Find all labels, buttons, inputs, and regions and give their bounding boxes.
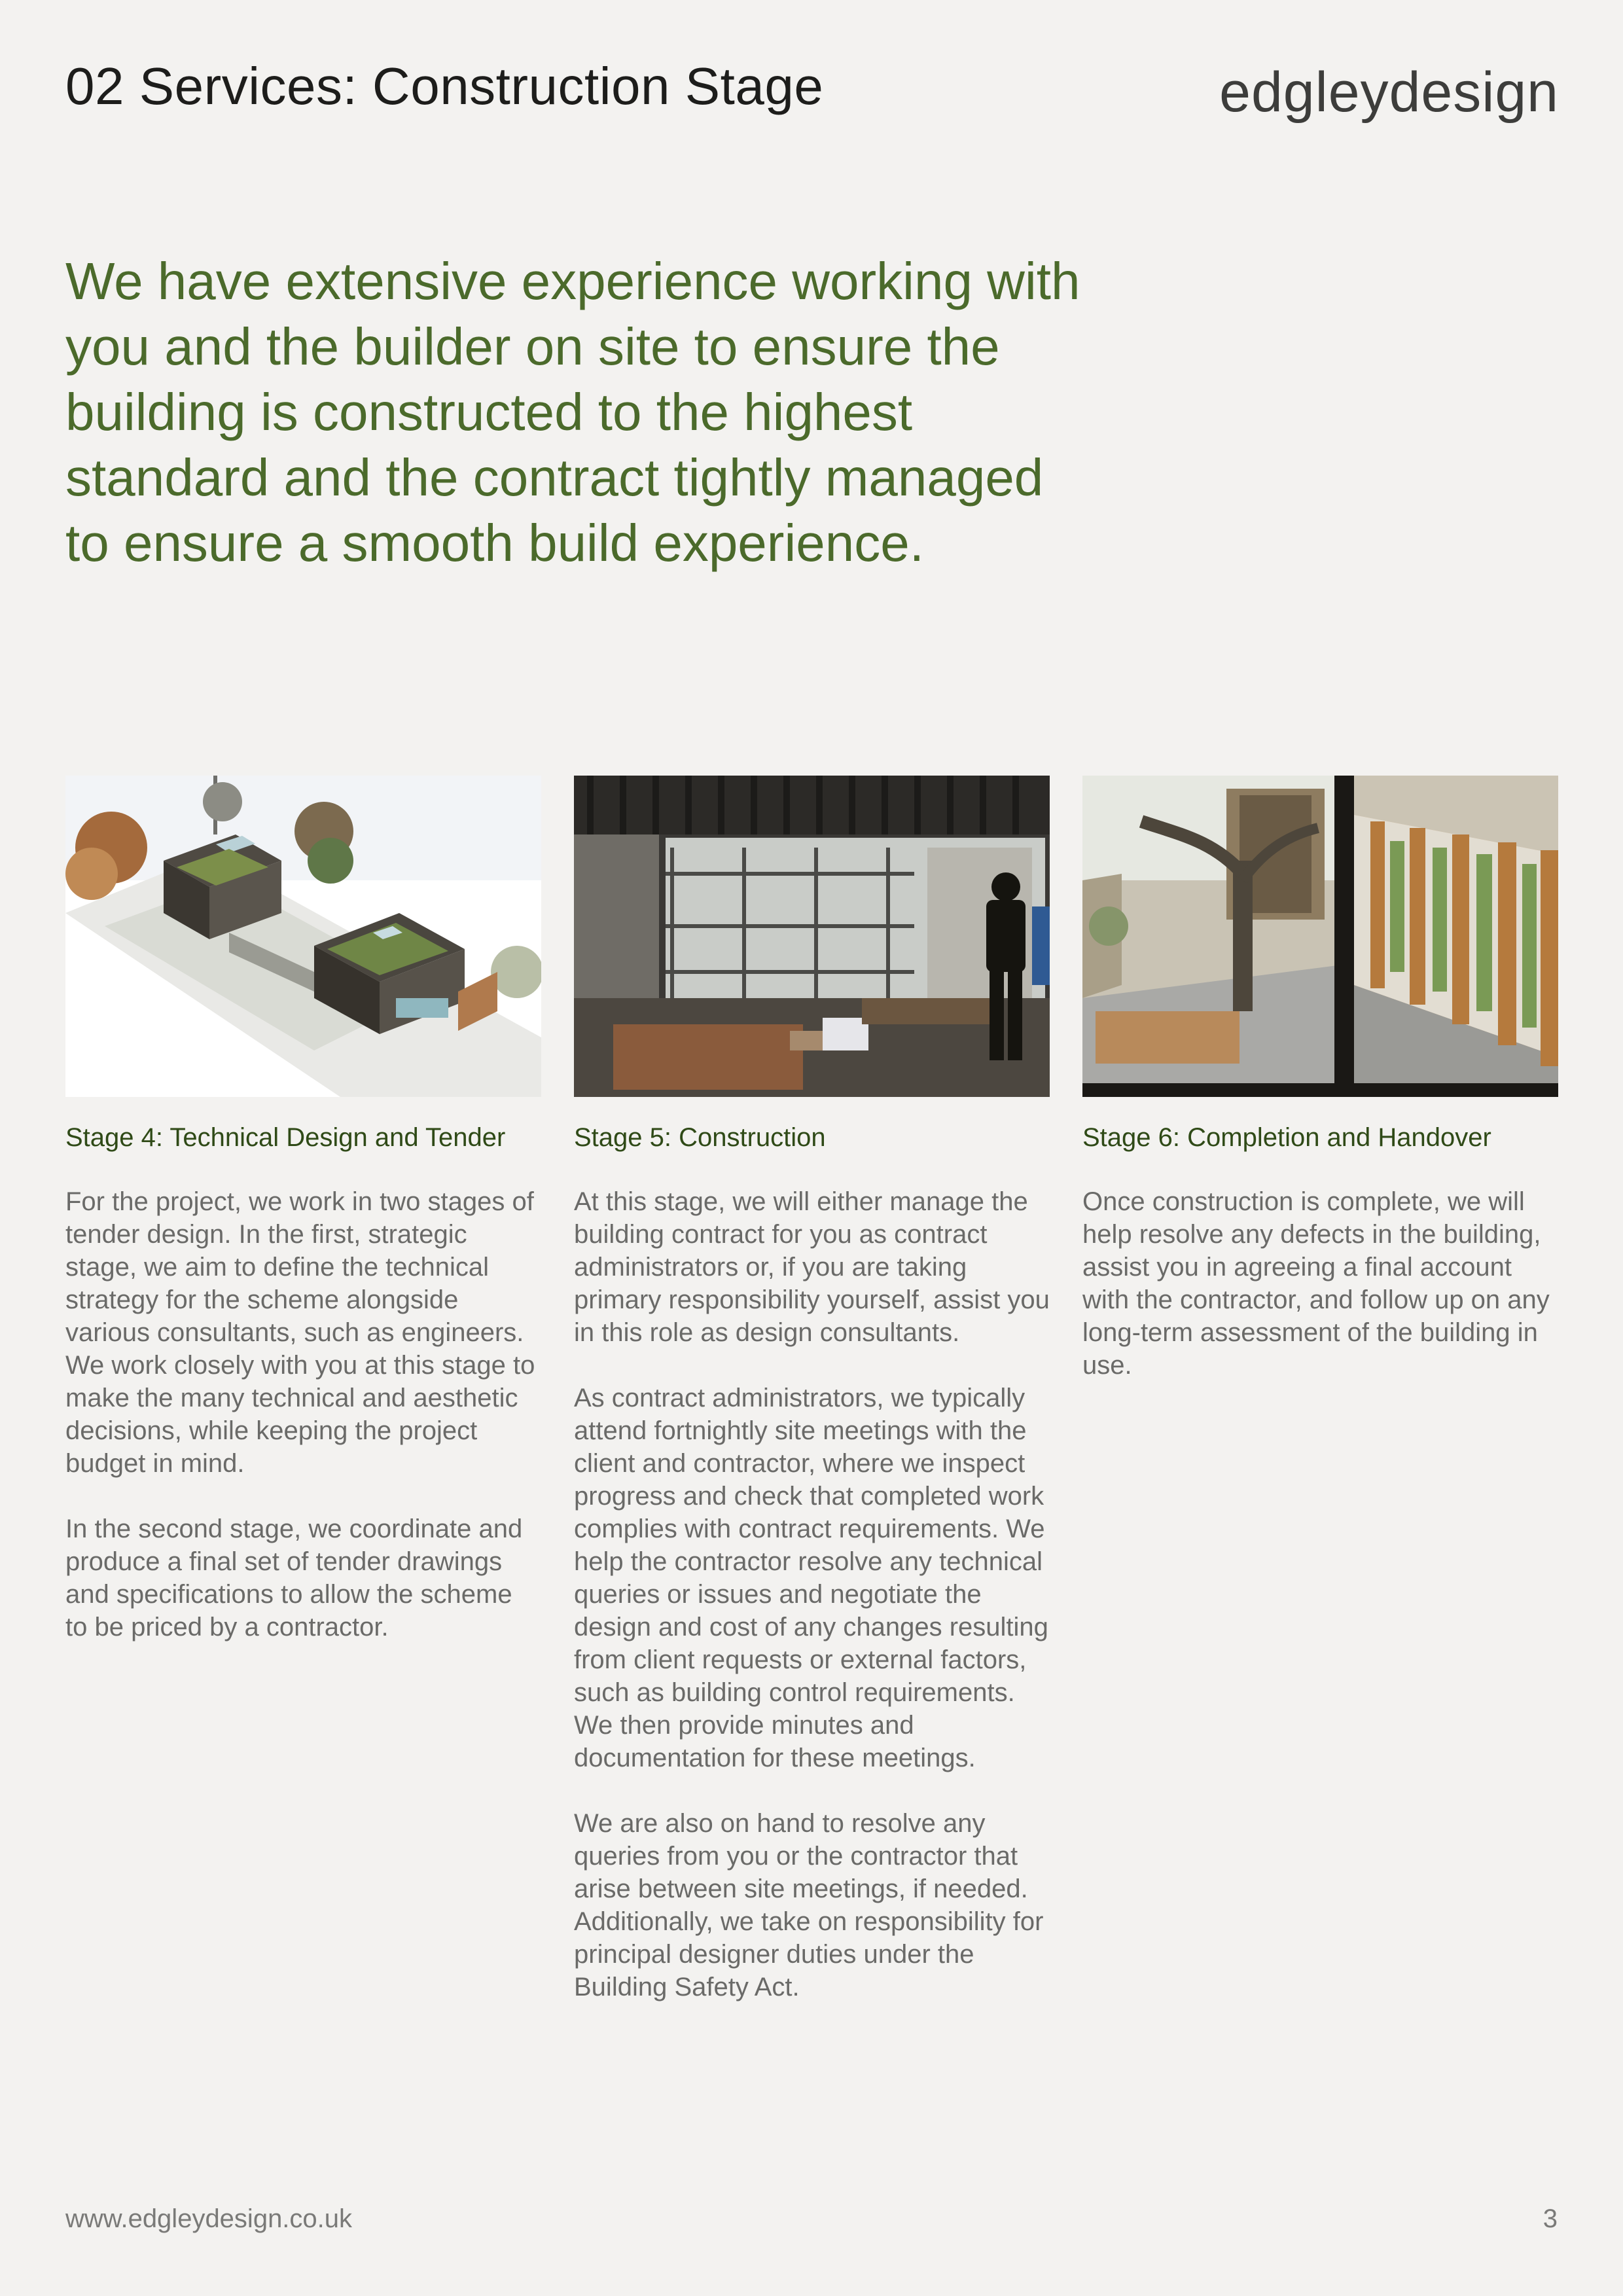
stage-5-heading: Stage 5: Construction bbox=[574, 1123, 826, 1152]
page-number: 3 bbox=[1543, 2204, 1558, 2233]
stage-4-column bbox=[65, 776, 541, 1676]
intro-statement: We have extensive experience working with you and the builder on site to ensure the building is constructed to the highest standard and the contract tightly managed to ensure a smooth build experience. bbox=[65, 252, 1080, 572]
stage-6-heading: Stage 6: Completion and Handover bbox=[1082, 1123, 1491, 1152]
stage-4-paragraph: For the project, we work in two stages of tender design. In the first, strategic stage, we aim to define the technical strategy for the scheme alongside various consultants, such as engineers. We work closely with you at this stage to make the many technical and aesthetic decisions, while keeping the project budget in mind. bbox=[65, 1187, 535, 1478]
construction-site-photo bbox=[574, 776, 1050, 1097]
stage-5-paragraph: At this stage, we will either manage the building contract for you as contract administrators or, if you are taking primary responsibility yourself, assist you in this role as design consultants. bbox=[574, 1187, 1050, 1347]
stage-4-body bbox=[65, 1185, 541, 1643]
stage-5-paragraph: As contract administrators, we typically attend fortnightly site meetings with the client and contractor, where we inspect progress and check that completed work complies with contract requirements. We help the contractor resolve any technical queries or issues and negotiate the design and cost of any changes resulting from client requests or external factors, such as building control requirements. We then provide minutes and documentation for these meetings. bbox=[574, 1384, 1048, 1772]
stage-5-column bbox=[574, 776, 1050, 2036]
page-header-title: 02 Services: Construction Stage bbox=[65, 57, 824, 115]
axonometric-house-illustration bbox=[65, 776, 541, 1097]
stage-5-body bbox=[574, 1185, 1050, 2003]
stage-5-paragraph: We are also on hand to resolve any queries from you or the contractor that arise between site meetings, if needed. Additionally, we take on responsibility for principal designer duties under the Building Safety Act. bbox=[574, 1809, 1044, 2001]
stage-6-column bbox=[1082, 776, 1558, 1414]
stage-6-paragraph: Once construction is complete, we will help resolve any defects in the building, assist you in agreeing a final account with the contractor, and follow up on any long-term assessment of the building in use. bbox=[1082, 1187, 1550, 1380]
stage-6-body bbox=[1082, 1185, 1558, 1382]
completed-courtyard-photo bbox=[1082, 776, 1558, 1097]
brand-logo: edgleydesign bbox=[1219, 61, 1559, 124]
footer-website-link[interactable]: www.edgleydesign.co.uk bbox=[65, 2204, 353, 2233]
stage-4-heading: Stage 4: Technical Design and Tender bbox=[65, 1123, 506, 1152]
stage-4-paragraph: In the second stage, we coordinate and produce a final set of tender drawings and specifications to allow the scheme to be priced by a contractor. bbox=[65, 1515, 523, 1641]
